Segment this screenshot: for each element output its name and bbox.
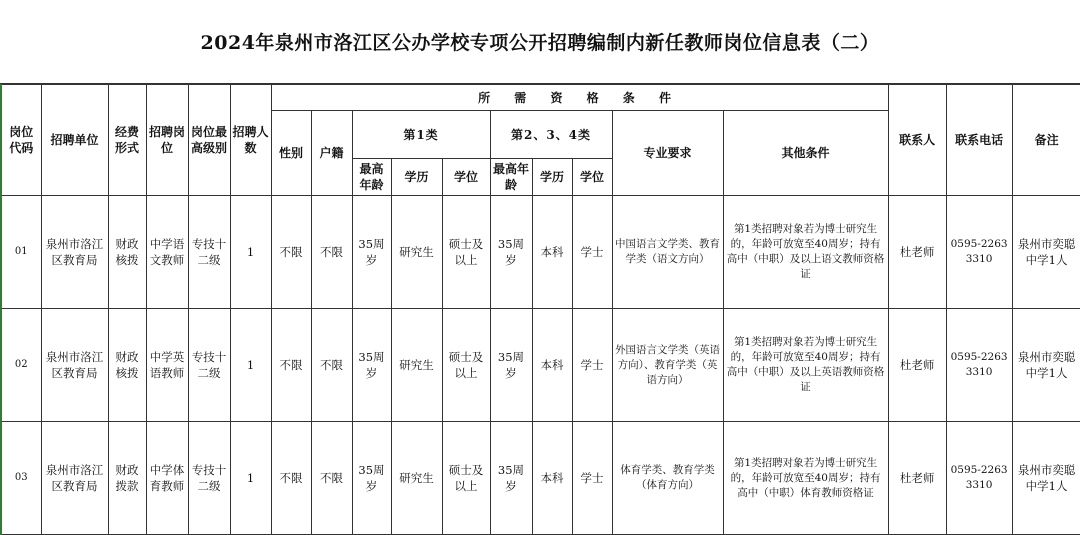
header-phone: 联系电话	[946, 85, 1012, 196]
cell-c1-degree: 硕士及以上	[442, 309, 490, 422]
job-info-table	[0, 84, 1080, 535]
header-unit: 招聘单位	[41, 85, 108, 196]
header-contact: 联系人	[888, 85, 946, 196]
header-category-1: 第1类	[352, 111, 490, 159]
cell-post: 中学英语教师	[146, 309, 188, 422]
cell-code: 02	[1, 309, 41, 422]
cell-phone: 0595-22633310	[946, 196, 1012, 309]
cell-c1-degree: 硕士及以上	[442, 422, 490, 535]
cell-contact: 杜老师	[888, 422, 946, 535]
header-major: 专业要求	[612, 111, 723, 196]
cell-funding: 财政拨款	[108, 422, 146, 535]
cell-level: 专技十二级	[188, 309, 230, 422]
table-row	[1, 309, 1080, 422]
cell-c1-degree: 硕士及以上	[442, 196, 490, 309]
cell-c2-education: 本科	[532, 422, 572, 535]
header-count: 招聘人数	[230, 85, 271, 196]
cell-contact: 杜老师	[888, 309, 946, 422]
header-note: 备注	[1012, 85, 1080, 196]
page-title: 2024年泉州市洛江区公办学校专项公开招聘编制内新任教师岗位信息表（二）	[0, 0, 1080, 84]
cell-gender: 不限	[271, 422, 311, 535]
cell-unit: 泉州市洛江区教育局	[41, 422, 108, 535]
header-c2-degree: 学位	[572, 159, 612, 196]
cell-other: 第1类招聘对象若为博士研究生的，年龄可放宽至40周岁；持有高中（中职）及以上英语教师资格证	[723, 309, 888, 422]
cell-major: 体育学类、教育学类（体育方向）	[612, 422, 723, 535]
cell-post: 中学体育教师	[146, 422, 188, 535]
cell-other: 第1类招聘对象若为博士研究生的，年龄可放宽至40周岁；持有高中（中职）体育教师资格证	[723, 422, 888, 535]
cell-count: 1	[230, 196, 271, 309]
header-code: 岗位代码	[1, 85, 41, 196]
cell-post: 中学语文教师	[146, 196, 188, 309]
header-c1-education: 学历	[391, 159, 442, 196]
header-other: 其他条件	[723, 111, 888, 196]
header-conditions: 所 需 资 格 条 件	[271, 85, 888, 111]
header-c1-degree: 学位	[442, 159, 490, 196]
cell-huji: 不限	[311, 196, 352, 309]
cell-c2-degree: 学士	[572, 309, 612, 422]
cell-huji: 不限	[311, 422, 352, 535]
cell-c2-education: 本科	[532, 196, 572, 309]
header-c2-education: 学历	[532, 159, 572, 196]
header-funding: 经费形式	[108, 85, 146, 196]
cell-major: 外国语言文学类（英语方向）、教育学类（英语方向）	[612, 309, 723, 422]
header-gender: 性别	[271, 111, 311, 196]
cell-huji: 不限	[311, 309, 352, 422]
cell-c2-age: 35周岁	[490, 196, 532, 309]
header-level: 岗位最高级别	[188, 85, 230, 196]
cell-note: 泉州市奕聪中学1人	[1012, 422, 1080, 535]
cell-count: 1	[230, 422, 271, 535]
table-row	[1, 422, 1080, 535]
cell-gender: 不限	[271, 309, 311, 422]
cell-phone: 0595-22633310	[946, 309, 1012, 422]
cell-phone: 0595-22633310	[946, 422, 1012, 535]
cell-c1-age: 35周岁	[352, 196, 391, 309]
cell-major: 中国语言文学类、教育学类（语文方向）	[612, 196, 723, 309]
cell-c2-age: 35周岁	[490, 309, 532, 422]
header-huji: 户籍	[311, 111, 352, 196]
cell-contact: 杜老师	[888, 196, 946, 309]
cell-gender: 不限	[271, 196, 311, 309]
header-post: 招聘岗位	[146, 85, 188, 196]
header-c1-age: 最高年龄	[352, 159, 391, 196]
table-row	[1, 196, 1080, 309]
cell-note: 泉州市奕聪中学1人	[1012, 309, 1080, 422]
cell-c2-education: 本科	[532, 309, 572, 422]
cell-c1-education: 研究生	[391, 309, 442, 422]
cell-level: 专技十二级	[188, 196, 230, 309]
cell-level: 专技十二级	[188, 422, 230, 535]
cell-other: 第1类招聘对象若为博士研究生的，年龄可放宽至40周岁；持有高中（中职）及以上语文教师资格证	[723, 196, 888, 309]
cell-c1-education: 研究生	[391, 422, 442, 535]
header-c2-age: 最高年龄	[490, 159, 532, 196]
cell-c2-degree: 学士	[572, 196, 612, 309]
cell-c1-age: 35周岁	[352, 309, 391, 422]
cell-note: 泉州市奕聪中学1人	[1012, 196, 1080, 309]
cell-count: 1	[230, 309, 271, 422]
cell-unit: 泉州市洛江区教育局	[41, 309, 108, 422]
cell-unit: 泉州市洛江区教育局	[41, 196, 108, 309]
cell-funding: 财政核拨	[108, 196, 146, 309]
cell-code: 03	[1, 422, 41, 535]
cell-c2-degree: 学士	[572, 422, 612, 535]
cell-funding: 财政核拨	[108, 309, 146, 422]
header-category-234: 第2、3、4类	[490, 111, 612, 159]
cell-c1-age: 35周岁	[352, 422, 391, 535]
cell-code: 01	[1, 196, 41, 309]
cell-c2-age: 35周岁	[490, 422, 532, 535]
cell-c1-education: 研究生	[391, 196, 442, 309]
